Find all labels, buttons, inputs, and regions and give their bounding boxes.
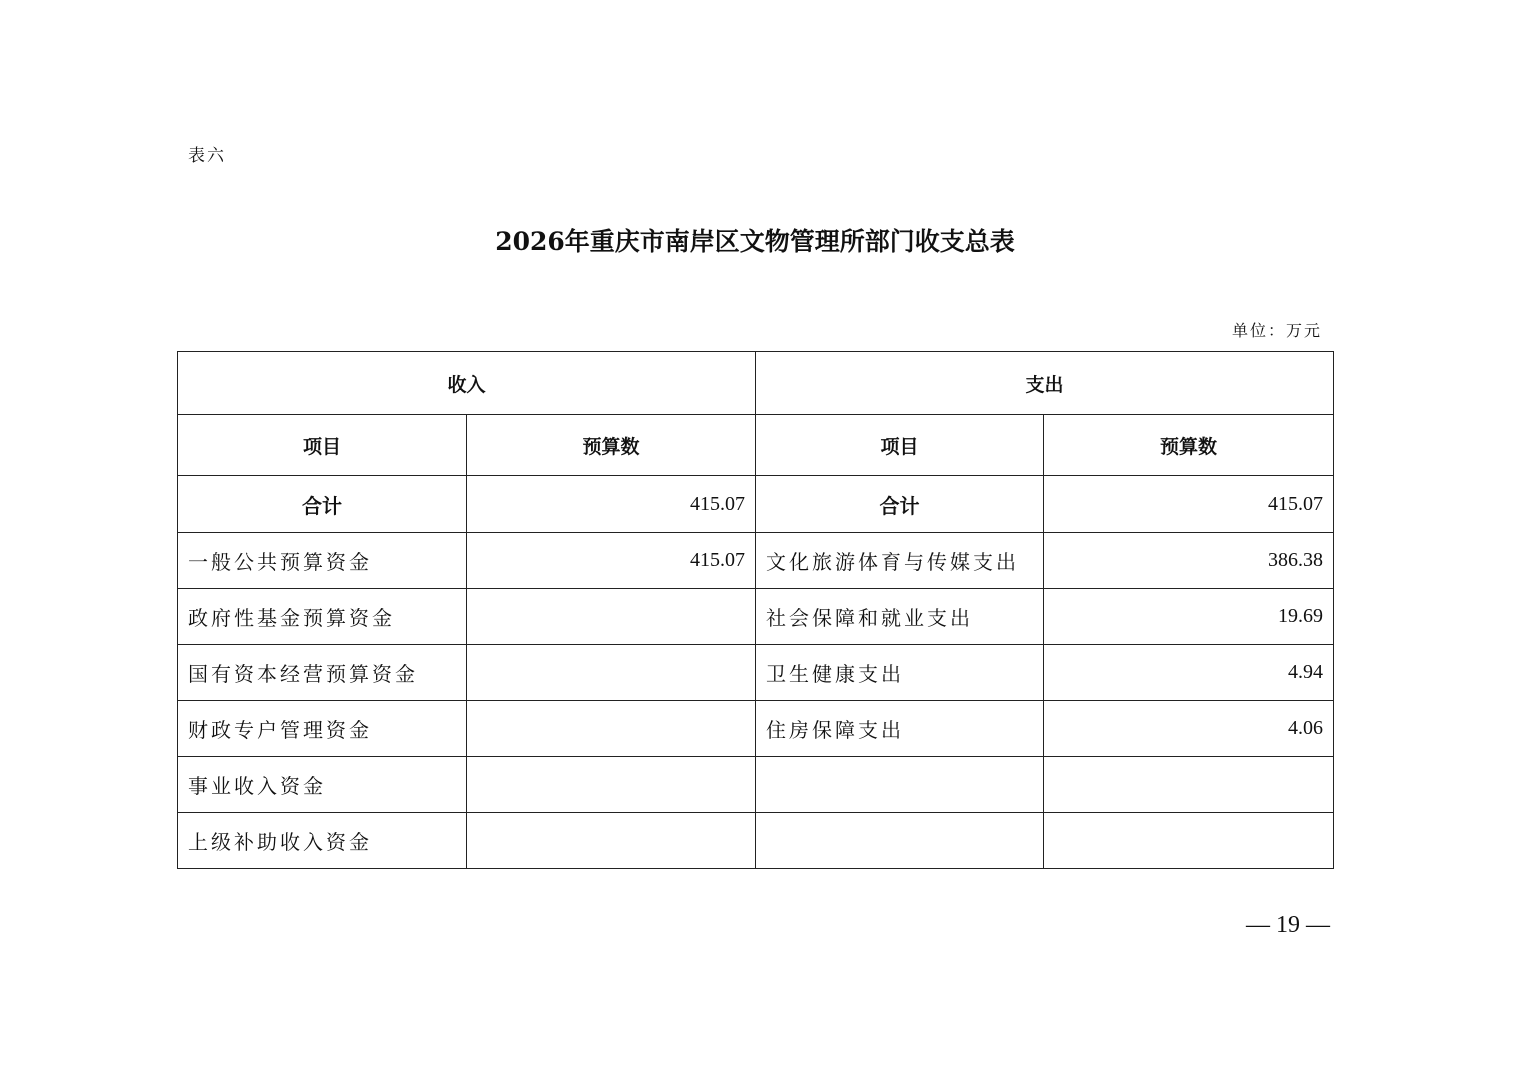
expense-item — [756, 757, 1044, 813]
expense-item: 卫生健康支出 — [756, 645, 1044, 701]
expense-total-label: 合计 — [756, 476, 1044, 533]
income-value: 415.07 — [467, 533, 756, 589]
income-header: 收入 — [178, 352, 756, 415]
income-total-value: 415.07 — [467, 476, 756, 533]
table-row — [178, 813, 1334, 869]
table-row — [178, 757, 1334, 813]
income-value — [467, 813, 756, 869]
table-row — [178, 589, 1334, 645]
table-row — [178, 701, 1334, 757]
expense-value — [1044, 813, 1334, 869]
income-item: 事业收入资金 — [178, 757, 467, 813]
expense-budget-header: 预算数 — [1044, 415, 1334, 476]
income-value — [467, 757, 756, 813]
total-row — [178, 476, 1334, 533]
page-title: 2026年重庆市南岸区文物管理所部门收支总表 — [495, 227, 1015, 256]
expense-total-value: 415.07 — [1044, 476, 1334, 533]
income-item: 一般公共预算资金 — [178, 533, 467, 589]
expense-item: 社会保障和就业支出 — [756, 589, 1044, 645]
expense-value: 4.06 — [1044, 701, 1334, 757]
income-item: 上级补助收入资金 — [178, 813, 467, 869]
expense-value — [1044, 757, 1334, 813]
income-total-label: 合计 — [178, 476, 467, 533]
table-label: 表六 — [188, 146, 226, 166]
table-column-header-row — [178, 415, 1334, 476]
expense-item: 住房保障支出 — [756, 701, 1044, 757]
income-budget-header: 预算数 — [467, 415, 756, 476]
expense-item: 文化旅游体育与传媒支出 — [756, 533, 1044, 589]
table-row — [178, 533, 1334, 589]
expense-value: 19.69 — [1044, 589, 1334, 645]
expense-item-header: 项目 — [756, 415, 1044, 476]
income-value — [467, 589, 756, 645]
expense-item — [756, 813, 1044, 869]
unit-label: 单位：万元 — [1231, 321, 1322, 340]
expense-value: 4.94 — [1044, 645, 1334, 701]
income-item-header: 项目 — [178, 415, 467, 476]
income-item: 政府性基金预算资金 — [178, 589, 467, 645]
page-number: — 19 — — [1246, 912, 1330, 938]
income-value — [467, 645, 756, 701]
income-item: 财政专户管理资金 — [178, 701, 467, 757]
table-group-header-row — [178, 352, 1334, 415]
budget-table — [177, 351, 1334, 869]
income-value — [467, 701, 756, 757]
table-row — [178, 645, 1334, 701]
expense-value: 386.38 — [1044, 533, 1334, 589]
expense-header: 支出 — [756, 352, 1334, 415]
income-item: 国有资本经营预算资金 — [178, 645, 467, 701]
